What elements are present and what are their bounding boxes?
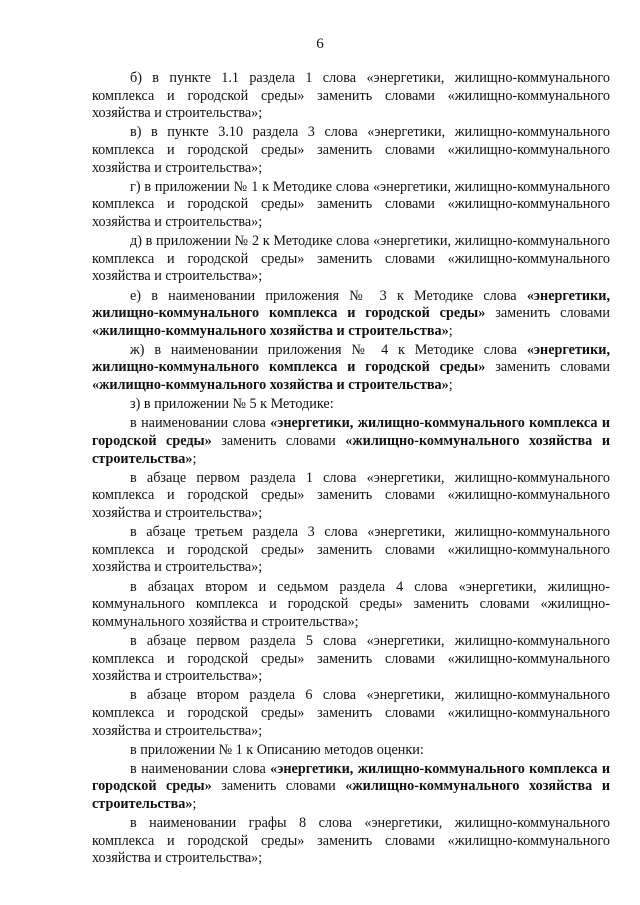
paragraph-item-z-name <box>92 415 610 468</box>
text-segment: д) в приложении № 2 к Методике слова «энергетики, жилищно-коммунального комплекса и городской среды» заменить словами «жилищно-коммунального хозяйства и строительства»; <box>92 233 610 285</box>
text-segment: в абзаце втором раздела 6 слова «энергетики, жилищно-коммунального комплекса и городской среды» заменить словами «жилищно-коммунального хозяйства и строительства»; <box>92 687 610 739</box>
text-segment: в наименовании графы 8 слова «энергетики, жилищно-коммунального комплекса и городской среды» заменить словами «жилищно-коммунального хозяйства и строительства»; <box>92 815 610 867</box>
bold-text-segment: «жилищно-коммунального хозяйства и строительства» <box>92 778 610 813</box>
text-segment: ; <box>448 322 453 339</box>
text-segment: б) в пункте 1.1 раздела 1 слова «энергетики, жилищно-коммунального комплекса и городской среды» заменить словами «жилищно-коммунального хозяйства и строительства»; <box>92 70 610 122</box>
text-segment: е) в наименовании приложения № 3 к Методике слова <box>130 287 527 304</box>
text-segment: в наименовании слова <box>130 760 271 777</box>
bold-text-segment: «энергетики, жилищно-коммунального комплекса и городской среды» <box>92 415 611 450</box>
paragraph-item-g <box>92 179 610 232</box>
paragraph-item-z-4 <box>92 579 610 632</box>
paragraph-item-z-1 <box>92 470 610 523</box>
page-number: 6 <box>316 36 324 52</box>
paragraph-item-z <box>92 396 610 414</box>
text-segment: заменить словами <box>211 433 346 450</box>
paragraph-item-z-3 <box>92 524 610 577</box>
text-segment: ; <box>448 377 453 394</box>
text-segment: в) в пункте 3.10 раздела 3 слова «энергетики, жилищно-коммунального комплекса и городской среды» заменить словами «жилищно-коммунального хозяйства и строительства»; <box>92 124 610 176</box>
bold-text-segment: «жилищно-коммунального хозяйства и строительства» <box>92 433 610 467</box>
text-segment: в абзаце первом раздела 5 слова «энергетики, жилищно-коммунального комплекса и городской среды» заменить словами «жилищно-коммунального хозяйства и строительства»; <box>92 632 610 685</box>
paragraph-item-appendix-1-name <box>92 761 610 814</box>
text-segment: ж) в наименовании приложения № 4 к Методике слова <box>130 341 527 358</box>
text-segment: з) в приложении № 5 к Методике: <box>130 396 334 413</box>
document-body <box>92 70 610 870</box>
text-segment: в абзаце первом раздела 1 слова «энергетики, жилищно-коммунального комплекса и городской среды» заменить словами «жилищно-коммунального хозяйства и строительства»; <box>92 469 610 521</box>
paragraph-item-z-6 <box>92 687 610 740</box>
paragraph-item-zh <box>92 342 610 395</box>
paragraph-item-appendix-1-col8 <box>92 815 610 868</box>
text-segment: ; <box>192 796 197 813</box>
paragraph-item-v <box>92 124 610 177</box>
text-segment: в абзацах втором и седьмом раздела 4 слова «энергетики, жилищно-коммунального комплекса и городской среды» заменить словами «жилищно-коммунального хозяйства и строительства»; <box>92 578 610 630</box>
bold-text-segment: «жилищно-коммунального хозяйства и строительства» <box>92 322 449 339</box>
paragraph-item-b <box>92 70 610 123</box>
text-segment: заменить словами <box>485 359 610 376</box>
text-segment: ; <box>192 450 197 467</box>
bold-text-segment: «энергетики, жилищно-коммунального комплекса и городской среды» <box>92 341 610 376</box>
paragraph-item-e <box>92 288 610 341</box>
text-segment: заменить словами <box>211 778 346 795</box>
text-segment: г) в приложении № 1 к Методике слова «энергетики, жилищно-коммунального комплекса и городской среды» заменить словами «жилищно-коммунального хозяйства и строительства»; <box>92 178 610 230</box>
bold-text-segment: «энергетики, жилищно-коммунального комплекса и городской среды» <box>92 760 611 795</box>
text-segment: в приложении № 1 к Описанию методов оценки: <box>130 741 424 758</box>
bold-text-segment: «энергетики, жилищно-коммунального комплекса и городской среды» <box>92 287 610 322</box>
paragraph-item-d <box>92 233 610 286</box>
text-segment: заменить словами <box>485 305 610 322</box>
text-segment: в абзаце третьем раздела 3 слова «энергетики, жилищно-коммунального комплекса и городской среды» заменить словами «жилищно-коммунального хозяйства и строительства»; <box>92 524 610 576</box>
bold-text-segment: «жилищно-коммунального хозяйства и строительства» <box>92 377 449 394</box>
paragraph-item-z-5 <box>92 633 610 686</box>
text-segment: в наименовании слова <box>130 415 271 432</box>
paragraph-item-appendix-1 <box>92 742 610 760</box>
